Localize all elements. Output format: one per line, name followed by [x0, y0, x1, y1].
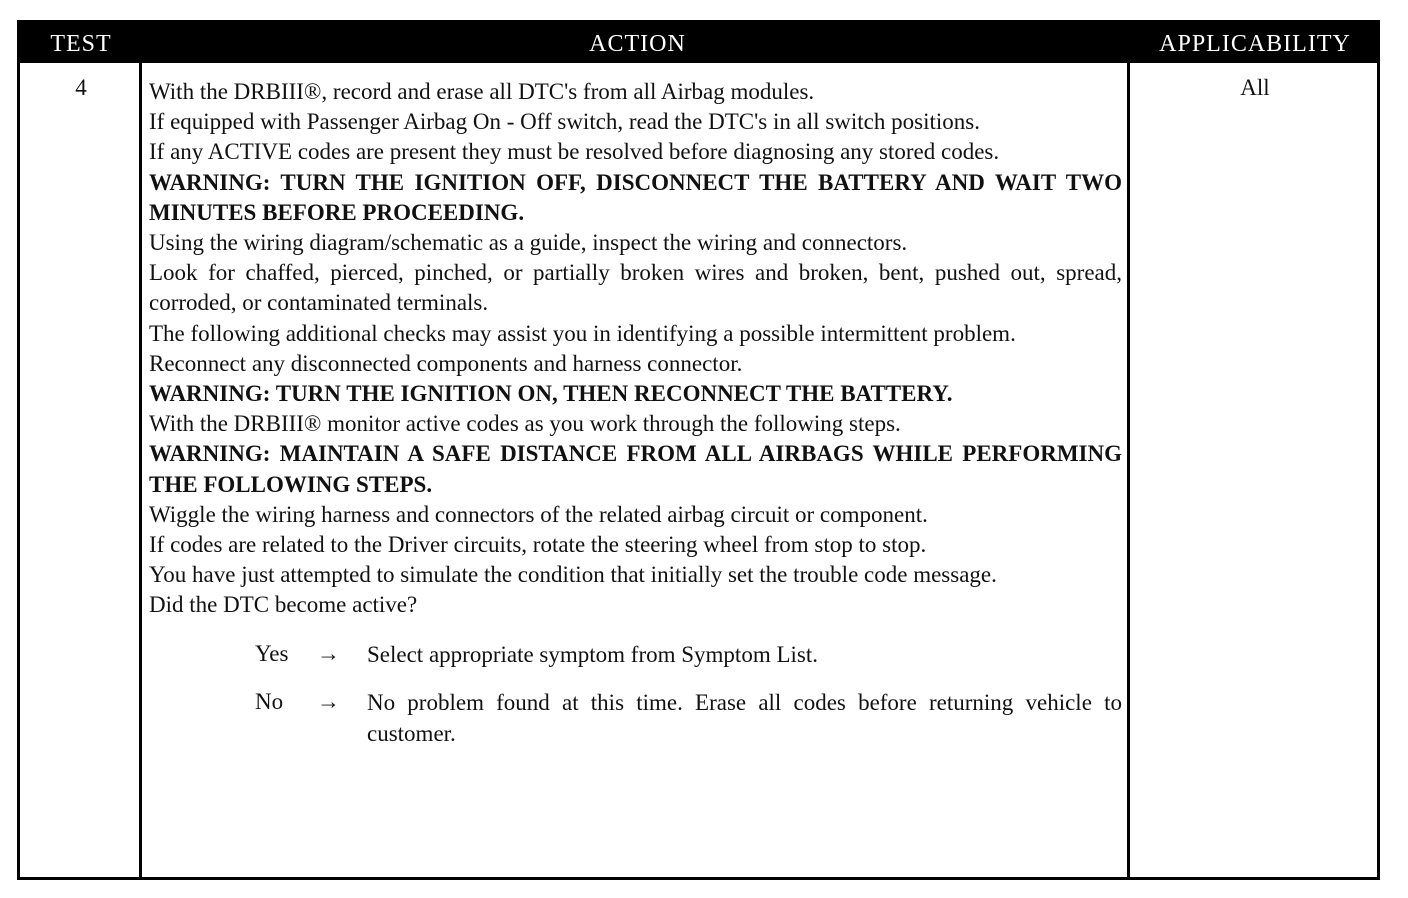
header-applicability: APPLICABILITY — [1159, 31, 1351, 57]
diagnostic-table — [17, 20, 1380, 880]
header-test: TEST — [50, 31, 112, 57]
table-header — [20, 23, 1377, 63]
answer-no — [149, 687, 1122, 749]
action-line: With the DRBIII®, record and erase all DTC's from all Airbag modules. — [149, 79, 815, 104]
answer-yes — [149, 639, 1122, 669]
action-line: Wiggle the wiring harness and connectors of the related airbag circuit or component. — [149, 501, 928, 527]
answer-result: No problem found at this time. Erase all codes before returning vehicle to customer. — [367, 689, 1122, 746]
action-cell — [149, 77, 1122, 749]
answer-label: Yes — [255, 640, 289, 666]
answer-label: No — [255, 688, 284, 714]
test-number: 4 — [75, 75, 87, 100]
action-line: With the DRBIII® monitor active codes as you work through the following steps. — [149, 411, 901, 437]
answer-list — [149, 639, 1122, 749]
action-line: Reconnect any disconnected components and harness connector. — [149, 350, 743, 376]
action-line: Using the wiring diagram/schematic as a guide, inspect the wiring and connectors. — [149, 230, 908, 256]
column-divider — [139, 63, 142, 877]
arrow-icon: → — [317, 688, 340, 714]
action-line: The following additional checks may assist you in identifying a possible intermittent problem. — [149, 320, 1016, 346]
action-line: You have just attempted to simulate the condition that initially set the trouble code message. — [149, 562, 997, 588]
warning-text: WARNING: MAINTAIN A SAFE DISTANCE FROM ALL AIRBAGS WHILE PERFORMING THE FOLLOWING STEPS. — [149, 441, 1122, 497]
applicability-value: All — [1240, 75, 1270, 100]
warning-text: WARNING: TURN THE IGNITION OFF, DISCONNECT THE BATTERY AND WAIT TWO MINUTES BEFORE PROCEEDING. — [149, 169, 1122, 225]
action-line: If any ACTIVE codes are present they must be resolved before diagnosing any stored codes. — [149, 139, 1000, 165]
header-action: ACTION — [589, 31, 686, 57]
arrow-icon: → — [317, 640, 340, 666]
action-line: If codes are related to the Driver circuits, rotate the steering wheel from stop to stop. — [149, 532, 927, 558]
answer-result: Select appropriate symptom from Symptom List. — [367, 641, 818, 667]
column-divider — [1127, 63, 1130, 877]
warning-text: WARNING: TURN THE IGNITION ON, THEN RECONNECT THE BATTERY. — [149, 381, 953, 407]
action-line: If equipped with Passenger Airbag On - Off switch, read the DTC's in all switch positions. — [149, 109, 980, 135]
question-text: Did the DTC become active? — [149, 592, 418, 618]
action-line: Look for chaffed, pierced, pinched, or partially broken wires and broken, bent, pushed out, spread, corroded, or contaminated terminals. — [149, 260, 1122, 316]
